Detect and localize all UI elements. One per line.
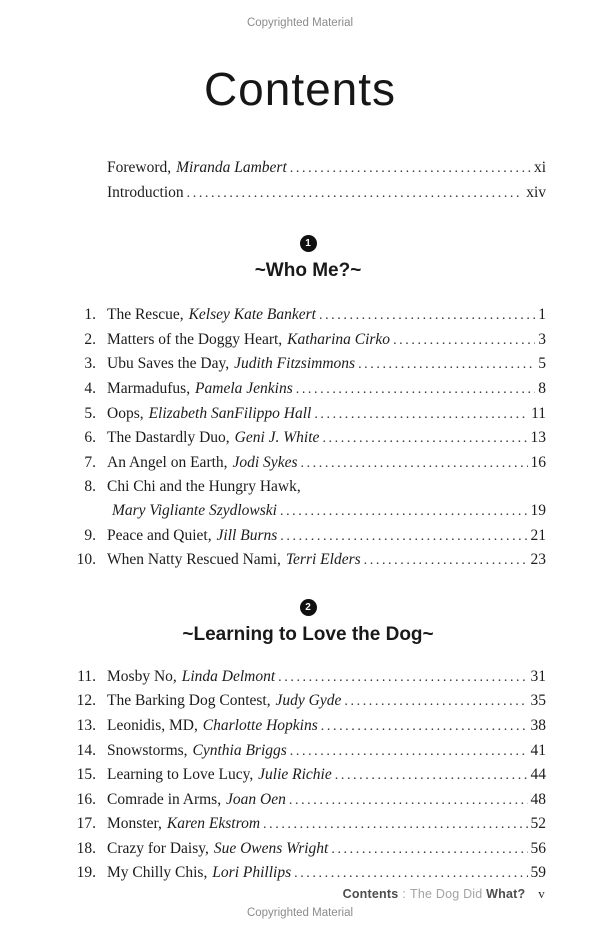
entry-page: 13 bbox=[530, 429, 546, 447]
entry-author: Pamela Jenkins bbox=[195, 379, 293, 397]
dot-leader bbox=[321, 714, 528, 739]
dot-leader bbox=[331, 837, 527, 862]
entry-page: 11 bbox=[531, 404, 546, 422]
toc-entry-list bbox=[70, 665, 546, 886]
entry-title: The Rescue, bbox=[107, 306, 184, 324]
entry-number: 6. bbox=[84, 429, 96, 447]
entry-author: Sue Owens Wright bbox=[213, 839, 329, 857]
dot-leader bbox=[280, 499, 528, 524]
entry-page: 21 bbox=[530, 526, 546, 544]
entry-title: Monster, bbox=[107, 815, 162, 833]
entry-author: Mary Vigliante Szydlowski bbox=[111, 501, 277, 519]
front-matter-entry bbox=[70, 156, 546, 181]
toc-entry bbox=[70, 352, 546, 377]
toc-entry bbox=[70, 402, 546, 427]
entry-title: Leonidis, MD, bbox=[107, 716, 198, 734]
dot-leader bbox=[319, 303, 535, 328]
entry-number: 4. bbox=[84, 379, 96, 397]
toc-entry bbox=[70, 524, 546, 549]
dot-leader bbox=[393, 328, 535, 353]
entry-number: 8. bbox=[84, 478, 96, 496]
entry-number: 14. bbox=[76, 741, 96, 759]
entry-page: 19 bbox=[530, 501, 546, 519]
entry-number: 11. bbox=[77, 667, 96, 685]
entry-author: Jodi Sykes bbox=[232, 453, 298, 471]
entry-page: 59 bbox=[530, 864, 546, 882]
toc-entry bbox=[70, 788, 546, 813]
entry-author: Katharina Cirko bbox=[287, 330, 391, 348]
entry-number: 17. bbox=[76, 815, 96, 833]
entry-author: Judith Fitzsimmons bbox=[234, 355, 356, 373]
entry-page: 8 bbox=[538, 379, 546, 397]
entry-title: Crazy for Daisy, bbox=[107, 839, 209, 857]
entry-title: My Chilly Chis, bbox=[107, 864, 208, 882]
entry-number: 1. bbox=[84, 306, 96, 324]
footer-page-number: v bbox=[538, 886, 545, 901]
copyright-notice-bottom: Copyrighted Material bbox=[246, 907, 354, 919]
entry-author: Miranda Lambert bbox=[176, 159, 287, 176]
entry-author: Charlotte Hopkins bbox=[202, 716, 318, 734]
section-header bbox=[70, 235, 546, 282]
entry-title: Matters of the Doggy Heart, bbox=[107, 330, 283, 348]
section-number-badge: 2 bbox=[300, 599, 317, 616]
entry-page: 1 bbox=[538, 306, 546, 324]
entry-title: Introduction bbox=[107, 183, 184, 201]
entry-page: 38 bbox=[530, 716, 546, 734]
toc-entry bbox=[70, 689, 546, 714]
entry-title: Foreword, bbox=[107, 159, 172, 176]
dot-leader bbox=[344, 689, 527, 714]
dot-leader bbox=[278, 665, 527, 690]
entry-page: xiv bbox=[526, 183, 546, 201]
contents-title: Contents bbox=[203, 63, 397, 115]
entry-number: 18. bbox=[76, 839, 96, 857]
entry-page: 48 bbox=[530, 790, 546, 808]
dot-leader bbox=[364, 548, 528, 573]
dot-leader bbox=[322, 426, 527, 451]
toc-entry bbox=[70, 763, 546, 788]
entry-title: The Barking Dog Contest, bbox=[107, 692, 271, 710]
dot-leader bbox=[314, 402, 528, 427]
toc-entry bbox=[70, 739, 546, 764]
contents-body bbox=[70, 156, 546, 886]
entry-number: 9. bbox=[84, 526, 96, 544]
footer-separator: : bbox=[402, 887, 407, 901]
dot-leader bbox=[296, 377, 536, 402]
entry-number: 5. bbox=[84, 404, 96, 422]
entry-number: 7. bbox=[84, 453, 96, 471]
front-matter-entry bbox=[70, 181, 546, 206]
entry-page: 41 bbox=[530, 741, 546, 759]
toc-entry bbox=[70, 837, 546, 862]
entry-title: Learning to Love Lucy, bbox=[107, 766, 254, 784]
toc-entry bbox=[70, 548, 546, 573]
dot-leader bbox=[294, 861, 527, 886]
entry-number: 12. bbox=[76, 692, 96, 710]
entry-author: Kelsey Kate Bankert bbox=[188, 306, 316, 324]
section-title: ~Who Me?~ bbox=[254, 260, 362, 282]
entry-page: 52 bbox=[530, 815, 546, 833]
entry-author: Linda Delmont bbox=[181, 667, 276, 685]
section-number-badge: 1 bbox=[300, 235, 317, 252]
section-header bbox=[70, 599, 546, 646]
entry-author: Geni J. White bbox=[234, 429, 320, 447]
dot-leader bbox=[358, 352, 535, 377]
footer-book-title-light: The Dog Did bbox=[410, 887, 483, 901]
entry-title: The Dastardly Duo, bbox=[107, 429, 230, 447]
entry-page: 35 bbox=[530, 692, 546, 710]
toc-entry bbox=[70, 714, 546, 739]
entry-page: 44 bbox=[530, 766, 546, 784]
entry-title: Ubu Saves the Day, bbox=[107, 355, 230, 373]
entry-author: Judy Gyde bbox=[275, 692, 342, 710]
toc-entry-list bbox=[70, 303, 546, 573]
footer-book-title-bold: What? bbox=[486, 887, 526, 901]
section-title: ~Learning to Love the Dog~ bbox=[182, 623, 434, 645]
dot-leader bbox=[300, 451, 527, 476]
entry-author: Karen Ekstrom bbox=[166, 815, 261, 833]
entry-title: When Natty Rescued Nami, bbox=[107, 551, 281, 569]
running-footer bbox=[343, 886, 545, 902]
entry-number: 2. bbox=[84, 330, 96, 348]
toc-entry bbox=[70, 665, 546, 690]
toc-entry bbox=[70, 451, 546, 476]
dot-leader bbox=[187, 181, 524, 206]
entry-title: Snowstorms, bbox=[107, 741, 188, 759]
entry-title: Marmadufus, bbox=[107, 379, 191, 397]
entry-title: Oops, bbox=[107, 404, 144, 422]
entry-page: 16 bbox=[530, 453, 546, 471]
entry-page: 56 bbox=[530, 839, 546, 857]
dot-leader bbox=[289, 788, 528, 813]
toc-entry bbox=[70, 303, 546, 328]
entry-author: Elizabeth SanFilippo Hall bbox=[148, 404, 312, 422]
dot-leader bbox=[263, 812, 527, 837]
dot-leader bbox=[290, 156, 531, 181]
entry-author: Jill Burns bbox=[216, 526, 278, 544]
entry-title: Comrade in Arms, bbox=[107, 790, 222, 808]
entry-number: 3. bbox=[84, 355, 96, 373]
entry-author: Julie Richie bbox=[258, 766, 332, 784]
footer-contents-label: Contents bbox=[342, 887, 399, 901]
toc-entry bbox=[70, 861, 546, 886]
toc-entry bbox=[70, 328, 546, 353]
toc-entry bbox=[70, 377, 546, 402]
entry-page: 5 bbox=[538, 355, 546, 373]
dot-leader bbox=[335, 763, 528, 788]
entry-author: Terri Elders bbox=[285, 551, 361, 569]
entry-number: 10. bbox=[76, 551, 96, 569]
entry-title: An Angel on Earth, bbox=[107, 453, 228, 471]
toc-entry bbox=[70, 475, 546, 499]
copyright-notice-top: Copyrighted Material bbox=[246, 17, 354, 29]
entry-author: Cynthia Briggs bbox=[192, 741, 287, 759]
toc-entry bbox=[70, 812, 546, 837]
entry-page: 3 bbox=[538, 330, 546, 348]
entry-number: 19. bbox=[76, 864, 96, 882]
entry-page: xi bbox=[533, 159, 546, 176]
entry-page: 31 bbox=[530, 667, 546, 685]
toc-entry-continuation bbox=[70, 499, 546, 524]
dot-leader bbox=[280, 524, 527, 549]
dot-leader bbox=[290, 739, 528, 764]
entry-page: 23 bbox=[530, 551, 546, 569]
entry-title: Chi Chi and the Hungry Hawk, bbox=[107, 478, 301, 496]
entry-title: Peace and Quiet, bbox=[107, 526, 212, 544]
entry-author: Joan Oen bbox=[226, 790, 286, 808]
entry-author: Lori Phillips bbox=[212, 864, 292, 882]
front-matter bbox=[70, 156, 546, 205]
entry-number: 16. bbox=[76, 790, 96, 808]
toc-entry bbox=[70, 426, 546, 451]
entry-number: 13. bbox=[76, 716, 96, 734]
entry-number: 15. bbox=[76, 766, 96, 784]
entry-title: Mosby No, bbox=[107, 667, 177, 685]
